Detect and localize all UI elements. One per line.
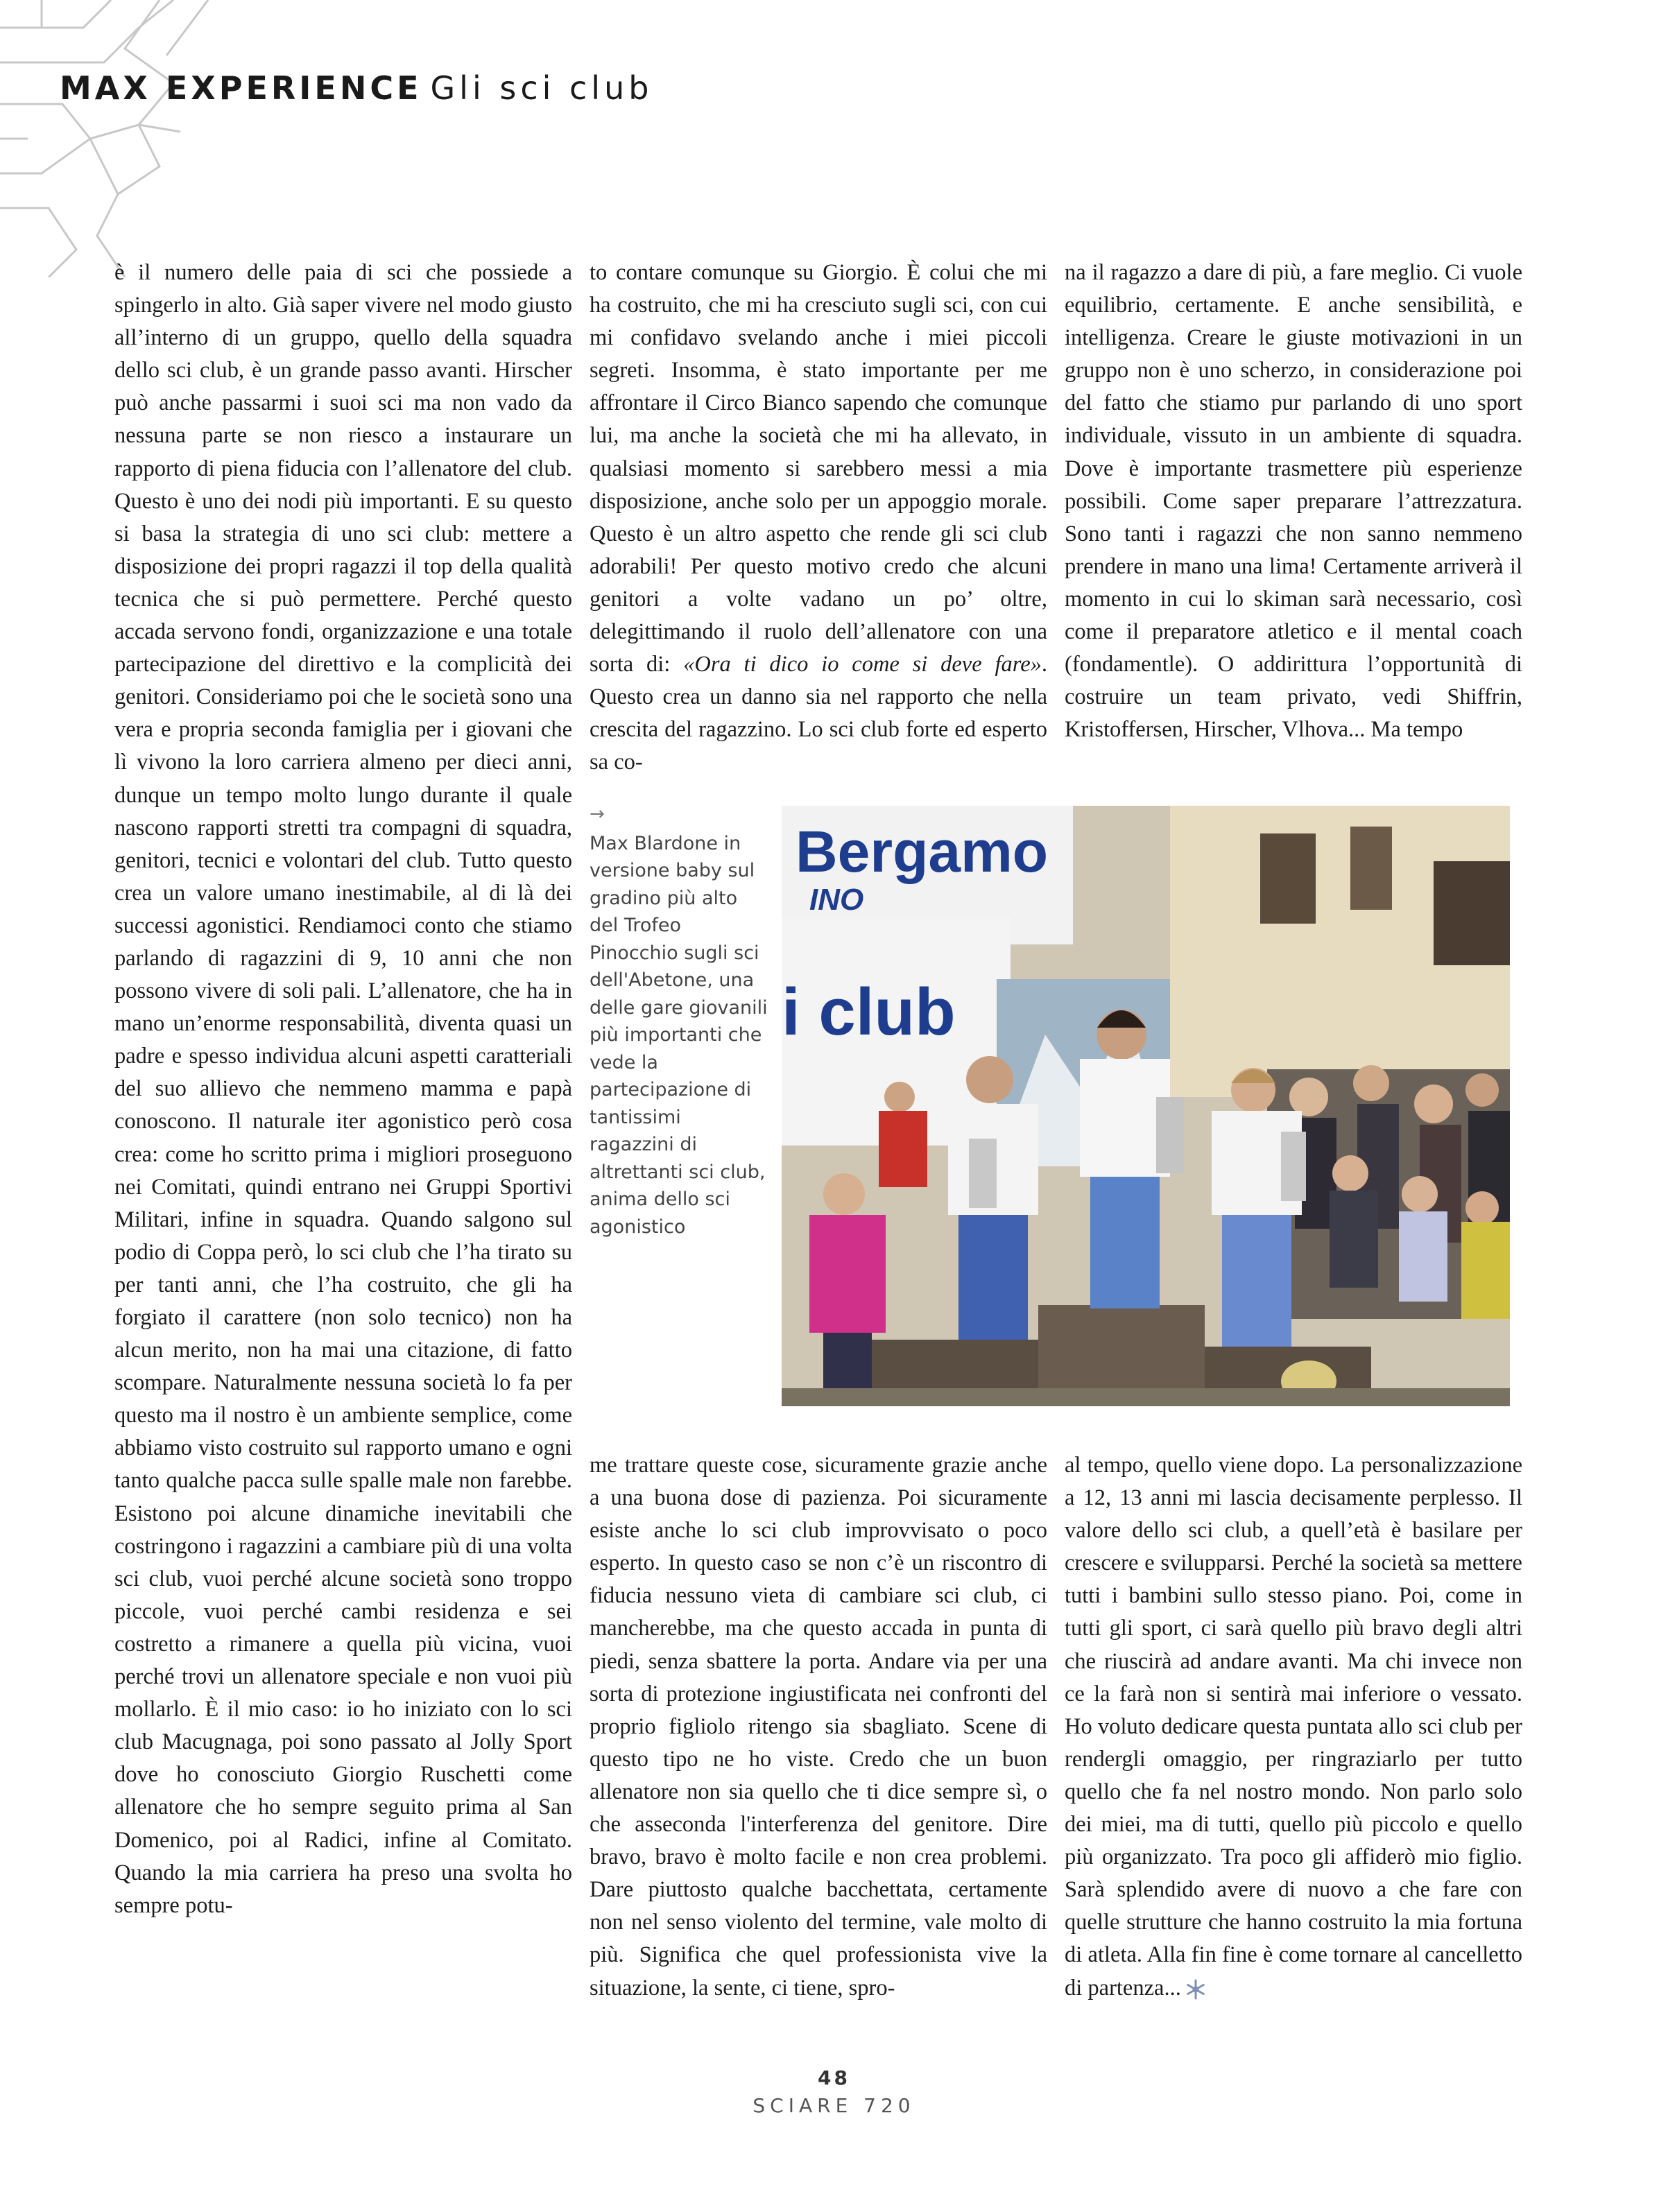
article-title: Gli sci club [430,69,653,107]
column-2-quote: «Ora ti dico io come si deve fare» [683,652,1042,677]
column-2-text-before: to contare comunque su Giorgio. È colui che mi ha costruito, che mi ha cresciuto sugli sci, con cui mi confidavo svelando anche i miei piccoli segreti. Insomma, è stato importante per me affrontare il Circo Bianco sapendo che comunque lui, ma anche la società che mi ha allevato, in qualsiasi momento si sarebbero messi a mia disposizione, anche solo per un appoggio morale. Questo è un altro aspetto che rende gli sci club adorabili! Per questo motivo credo che alcuni genitori a volte vadano un po’ oltre, delegittimando il ruolo dell’allenatore con una sorta di: [590,260,1047,677]
banner-subtext: INO [809,883,864,917]
section-header [60,69,653,107]
article-column-3 [1065,257,1522,746]
article-column-1 [114,257,572,1922]
column-2-text-after: . Questo crea un danno sia nel rapporto che nella crescita del ragazzino. Lo sci club forte ed esperto sa co- [590,652,1047,775]
column-4-text: me trattare queste cose, sicuramente grazie anche a una buona dose di pazienza. Poi sicuramente esiste anche lo sci club improvvisato o poco esperto. In questo caso se non c’è un riscontro di fiducia nessuno vieta di cambiare sci club, ci mancherebbe, ma che questo accada in punta di piedi, senza sbattere la porta. Andare via per una sorta di protezione ingiustificata nei confronti del proprio figliolo ritengo sia sbagliato. Scene di questo tipo ne ho viste. Credo che un buon allenatore non sia quello che ti dice sempre sì, o che asseconda l'interferenza del genitore. Dire bravo, bravo è molto facile e non crea problemi. Dare piuttosto qualche bacchettata, certamente non nel senso violento del termine, vale molto di più. Significa che quel professionista vive la situazione, la sente, ci tiene, spro- [590,1453,1047,2001]
podium-photo [782,806,1510,1406]
page-number: 48 [818,2066,850,2089]
sign-text: i club [782,975,956,1049]
caption-arrow-icon: → [590,804,605,824]
column-5-paragraph [1065,1449,1522,2005]
column-3-text: na il ragazzo a dare di più, a fare meglio. Ci vuole equilibrio, certamente. E anche sensibilità, e intelligenza. Creare le giuste motivazioni in un gruppo non è uno scherzo, in considerazione poi del fatto che stiamo pur parlando di uno sport individuale, vissuto in un ambiente di squadra. Dove è importante trasmettere più esperienze possibili. Come saper preparare l’attrezzatura. Sono tanti i ragazzi che non sanno nemmeno prendere in mano una lima! Certamente arriverà il momento in cui lo skiman sarà necessario, così come il preparatore atletico e il mental coach (fondamentle). O addirittura l’opportunità di costruire un team privato, vedi Shiffrin, Kristoffersen, Hirscher, Vlhova... Ma tempo [1065,260,1522,743]
snowflake-decoration-icon [0,0,319,277]
article-column-4 [590,1449,1047,2005]
column-1-text: è il numero delle paia di sci che possiede a spingerlo in alto. Già saper vivere nel modo giusto all’interno di un gruppo, quello della squadra dello sci club, è un grande passo avanti. Hirscher può anche passarmi i suoi sci ma non vado da nessuna parte se non riesco a instaurare un rapporto di piena fiducia con l’allenatore del club. Questo è uno dei nodi più importanti. E su questo si basa la strategia di uno sci club: mettere a disposizione dei propri ragazzi il top della qualità tecnica che si può permettere. Perché questo accada servono fondi, organizzazione e una totale partecipazione del direttivo e la complicità dei genitori. Consideriamo poi che le società sono una vera e propria seconda famiglia per i giovani che lì vivono la loro carriera almeno per dieci anni, dunque un tempo molto lungo durante il quale nascono rapporti stretti tra compagni di squadra, genitori, tecnici e volontari del club. Tutto questo crea un valore umano inestimabile, al di là dei successi agonistici. Rendiamoci conto che stiamo parlando di ragazzini di 9, 10 anni che non possono vivere di soli pali. L’allenatore, che ha in mano un’enorme responsabilità, diventa quasi un padre e spesso individua alcuni aspetti caratteriali del suo allievo che nemmeno mamma e papà conoscono. Il naturale iter agonistico però cosa crea: come ho scritto prima i migliori proseguono nei Comitati, quindi entrano nei Gruppi Sportivi Militari, infine in squadra. Quando salgono sul podio di Coppa però, lo sci club che l’ha tirato su per tanti anni, che l’ha costruito, che gli ha forgiato il carattere (non solo tecnico) non ha alcun merito, non ha mai una citazione, di fatto scompare. Naturalmente nessuna società lo fa per questo ma il nostro è un ambiente semplice, come abbiamo visto costruito sul rapporto umano e ogni tanto qualche pacca sulle spalle male non farebbe. Esistono poi alcune dinamiche inevitabili che costringono i ragazzini a cambiare più di una volta sci club, vuoi perché alcune società sono troppo piccole, vuoi perché cambi residenza e sei costretto a rimanere a quella più vicina, vuoi perché trovi un allenatore speciale e non vuoi più mollarlo. È il mio caso: io ho iniziato con lo sci club Macugnaga, poi sono passato al Jolly Sport dove ho conosciuto Giorgio Ruschetti come allenatore che ho sempre seguito prima al San Domenico, poi al Radici, infine al Comitato. Quando la mia carriera ha preso una svolta ho sempre potu- [114,260,572,1918]
end-snowflake-icon [1185,1979,1206,2000]
section-label: MAX EXPERIENCE [60,69,422,107]
magazine-issue: SCIARE 720 [753,2094,915,2117]
caption-text: Max Blardone in versione baby sul gradino più alto del Trofeo Pinocchio sugli sci dell'Abetone, una delle gare giovanili più importanti che vede la partecipazione di tantissimi ragazzini di altrettanti sci club, anima dello sci agonistico [590,832,768,1238]
article-column-5 [1065,1449,1522,2005]
photo-caption [590,801,770,1241]
article-column-2 [590,257,1047,779]
column-2-paragraph [590,257,1047,779]
banner-text: Bergamo [796,819,1049,884]
column-5-text: al tempo, quello viene dopo. La personalizzazione a 12, 13 anni mi lascia decisamente perplesso. Il valore dello sci club, a quell’età è basilare per crescere e svilupparsi. Perché la società sa mettere tutti i bambini sullo stesso piano. Poi, come in tutti gli sport, ci sarà quello più bravo degli altri che riuscirà ad andare avanti. Ma chi invece non ce la farà non si sentirà mai inferiore o vessato. Ho voluto dedicare questa puntata allo sci club per rendergli omaggio, per ringraziarlo per tutto quello che fa nel nostro mondo. Non parlo solo dei miei, ma di tutti, quello più piccolo e quello più organizzato. Tra poco gli affiderò mio figlio. Sarà splendido avere di nuovo a che fare con quelle strutture che hanno costruito la mia fortuna di atleta. Alla fin fine è come tornare al cancelletto di partenza... [1065,1453,1522,2001]
